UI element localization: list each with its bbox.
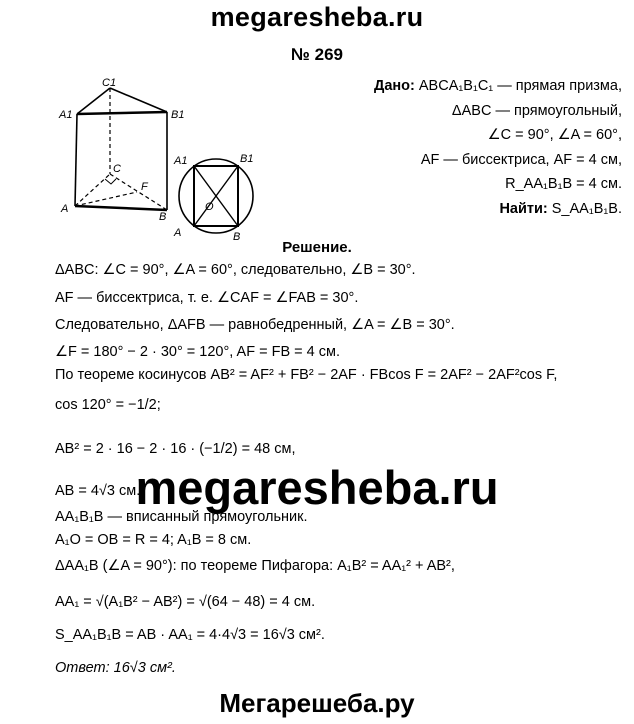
label-c1: C1 bbox=[102, 77, 117, 89]
label-a: A bbox=[61, 203, 69, 215]
label-b: B bbox=[159, 211, 167, 222]
solution-line-11: ΔAA₁B (∠A = 90°): по теореме Пифагора: A₁B² = AA₁² + AB², bbox=[55, 558, 455, 574]
label-c: C bbox=[113, 163, 121, 175]
task-number: № 269 bbox=[290, 45, 344, 64]
watermark: megaresheba.ru bbox=[135, 461, 499, 514]
label-a1: A1 bbox=[174, 155, 188, 167]
solution-line-10: A₁O = OB = R = 4; A₁B = 8 см. bbox=[55, 532, 252, 548]
label-a: A bbox=[174, 227, 182, 239]
solution-line-4: ∠F = 180° − 2 · 30° = 120°, AF = FB = 4 см. bbox=[55, 344, 340, 360]
label-o: O bbox=[205, 201, 214, 213]
label-b1: B1 bbox=[240, 153, 254, 165]
solution-line-2: AF — биссектриса, т. е. ∠CAF = ∠FAB = 30°. bbox=[55, 290, 359, 306]
find-text: S_AA₁B₁B. bbox=[551, 200, 622, 217]
solution-line-7: AB² = 2 · 16 − 2 · 16 · (−1/2) = 48 см, bbox=[55, 441, 296, 457]
solution-heading: Решение. bbox=[282, 239, 352, 256]
given-line-1 bbox=[374, 74, 622, 99]
solution-line-13: S_AA₁B₁B = AB · AA₁ = 4·4√3 = 16√3 см². bbox=[55, 627, 325, 643]
label-b: B bbox=[233, 231, 241, 243]
solution-line-9: AA₁B₁B — вписанный прямоугольник. bbox=[55, 509, 308, 525]
find-label: Найти: bbox=[499, 200, 548, 217]
find-line bbox=[374, 197, 622, 222]
label-a1: A1 bbox=[59, 109, 73, 121]
given-block bbox=[374, 74, 622, 221]
given-line-4: AF — биссектриса, AF = 4 см, bbox=[420, 151, 622, 168]
given-label: Дано: bbox=[374, 78, 415, 94]
answer-line: Ответ: 16√3 см². bbox=[55, 660, 176, 676]
label-b1: B1 bbox=[171, 109, 185, 121]
circle-figure bbox=[165, 148, 270, 244]
solution-line-6: cos 120° = −1/2; bbox=[55, 397, 161, 413]
site-footer: Мегарешеба.ру bbox=[219, 688, 415, 718]
given-line-3: ∠C = 90°, ∠A = 60°, bbox=[487, 127, 622, 143]
solution-line-1: ΔABC: ∠C = 90°, ∠A = 60°, следовательно, ∠B = 30°. bbox=[55, 262, 416, 278]
given-line-2: ΔABC — прямоугольный, bbox=[451, 102, 622, 119]
solution-line-8: AB = 4√3 см. bbox=[55, 483, 141, 499]
given-text-1: ABCA₁B₁C₁ — прямая призма, bbox=[418, 78, 622, 94]
solution-line-12: AA₁ = √(A₁B² − AB²) = √(64 − 48) = 4 см. bbox=[55, 594, 316, 610]
label-f: F bbox=[141, 181, 148, 193]
given-line-5: R_AA₁B₁B = 4 см. bbox=[505, 176, 622, 192]
site-header: megaresheba.ru bbox=[210, 2, 424, 32]
solution-line-3: Следовательно, ΔAFB — равнобедренный, ∠A = ∠B = 30°. bbox=[55, 317, 455, 333]
solution-line-5: По теореме косинусов AB² = AF² + FB² − 2AF · FBcos F = 2AF² − 2AF²cos F, bbox=[55, 367, 558, 383]
